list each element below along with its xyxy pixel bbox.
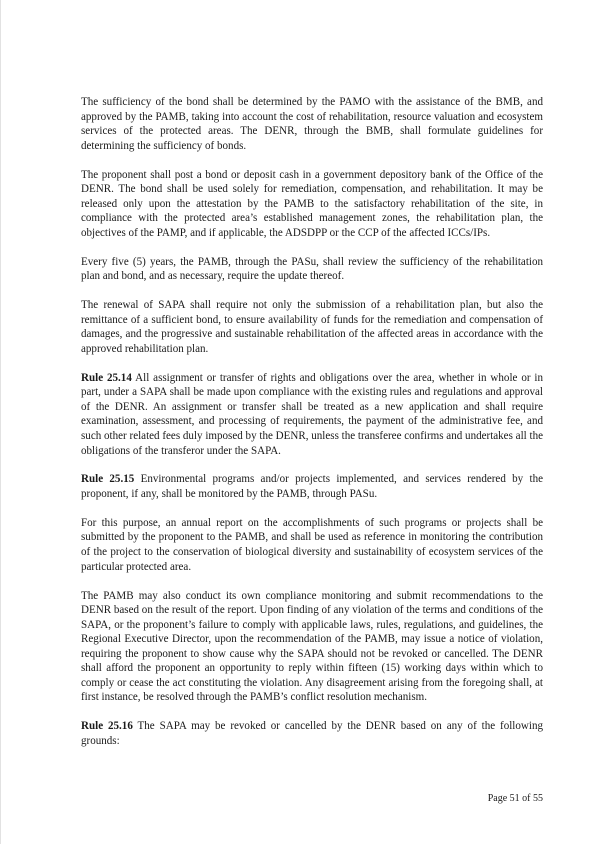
paragraph-text: For this purpose, an annual report on the accomplishments of such programs or projects shall be submitted by the proponent to the PAMB, and shall be used as reference in monitoring the contribution of the project to the conservation of biological diversity and sustainability of ecosystem services of the particular protected area. [81,516,543,573]
paragraph-bond-sufficiency [81,95,543,153]
paragraph-text: The PAMB may also conduct its own compliance monitoring and submit recommendations to the DENR based on the result of the report. Upon finding of any violation of the terms and conditions of the SAPA, or the proponent’s failure to comply with applicable laws, rules, regulations, and guidelines, the Regional Executive Director, upon the recommendation of the PAMB, may issue a notice of violation, requiring the proponent to show cause why the SAPA should not be revoked or cancelled. The DENR shall afford the proponent an opportunity to reply within fifteen (15) working days within which to comply or cease the act constituting the violation. Any disagreement arising from the foregoing shall, at first instance, be resolved through the PAMB’s conflict resolution mechanism. [81,589,543,704]
rule-label: Rule 25.14 [81,371,132,384]
paragraph-sapa-renewal [81,298,543,356]
page-body [81,95,543,763]
paragraph-compliance-monitoring [81,589,543,705]
paragraph-text: All assignment or transfer of rights and obligations over the area, whether in whole or in part, under a SAPA shall be made upon compliance with the existing rules and regulations and approval of the DENR. An assignment or transfer shall be treated as a new application and shall require examination, assessment, and processing of requirements, the payment of the administrative fee, and such other related fees duly imposed by the DENR, unless the transferee confirms and undertakes all the obligations of the transferor under the SAPA. [81,371,544,457]
paragraph-text: The proponent shall post a bond or deposit cash in a government depository bank of the Office of the DENR. The bond shall be used solely for remediation, compensation, and rehabilitation. It may be released only upon the attestation by the PAMB to the satisfactory rehabilitation of the site, in compliance with the protected area’s established management zones, the rehabilitation plan, the objectives of the PAMP, and if applicable, the ADSDPP or the CCP of the affected ICCs/IPs. [81,168,543,239]
rule-label: Rule 25.15 [81,473,135,486]
paragraph-bond-posting [81,168,543,241]
paragraph-rule-25-16 [81,719,543,748]
paragraph-text: Every five (5) years, the PAMB, through the PASu, shall review the sufficiency of the rehabilitation plan and bond, and as necessary, require the update thereof. [81,255,543,283]
paragraph-text: The renewal of SAPA shall require not only the submission of a rehabilitation plan, but also the remittance of a sufficient bond, to ensure availability of funds for the remediation and compensation of damages, and the progressive and sustainable rehabilitation of the affected areas in accordance with the approved rehabilitation plan. [81,299,543,355]
paragraph-rule-25-14 [81,371,543,458]
rule-label: Rule 25.16 [81,720,133,733]
paragraph-annual-report [81,516,543,574]
page-number: Page 51 of 55 [487,793,543,804]
paragraph-text: Environmental programs and/or projects implemented, and services rendered by the proponent, if any, shall be monitored by the PAMB, through PASu. [81,473,544,500]
paragraph-text: The SAPA may be revoked or cancelled by the DENR based on any of the following grounds: [81,720,543,747]
paragraph-five-year-review [81,255,543,284]
paragraph-text: The sufficiency of the bond shall be determined by the PAMO with the assistance of the BMB, and approved by the PAMB, taking into account the cost of rehabilitation, resource valuation and ecosystem services of the protected areas. The DENR, through the BMB, shall formulate guidelines for determining the sufficiency of bonds. [81,96,543,152]
paragraph-rule-25-15 [81,472,543,501]
